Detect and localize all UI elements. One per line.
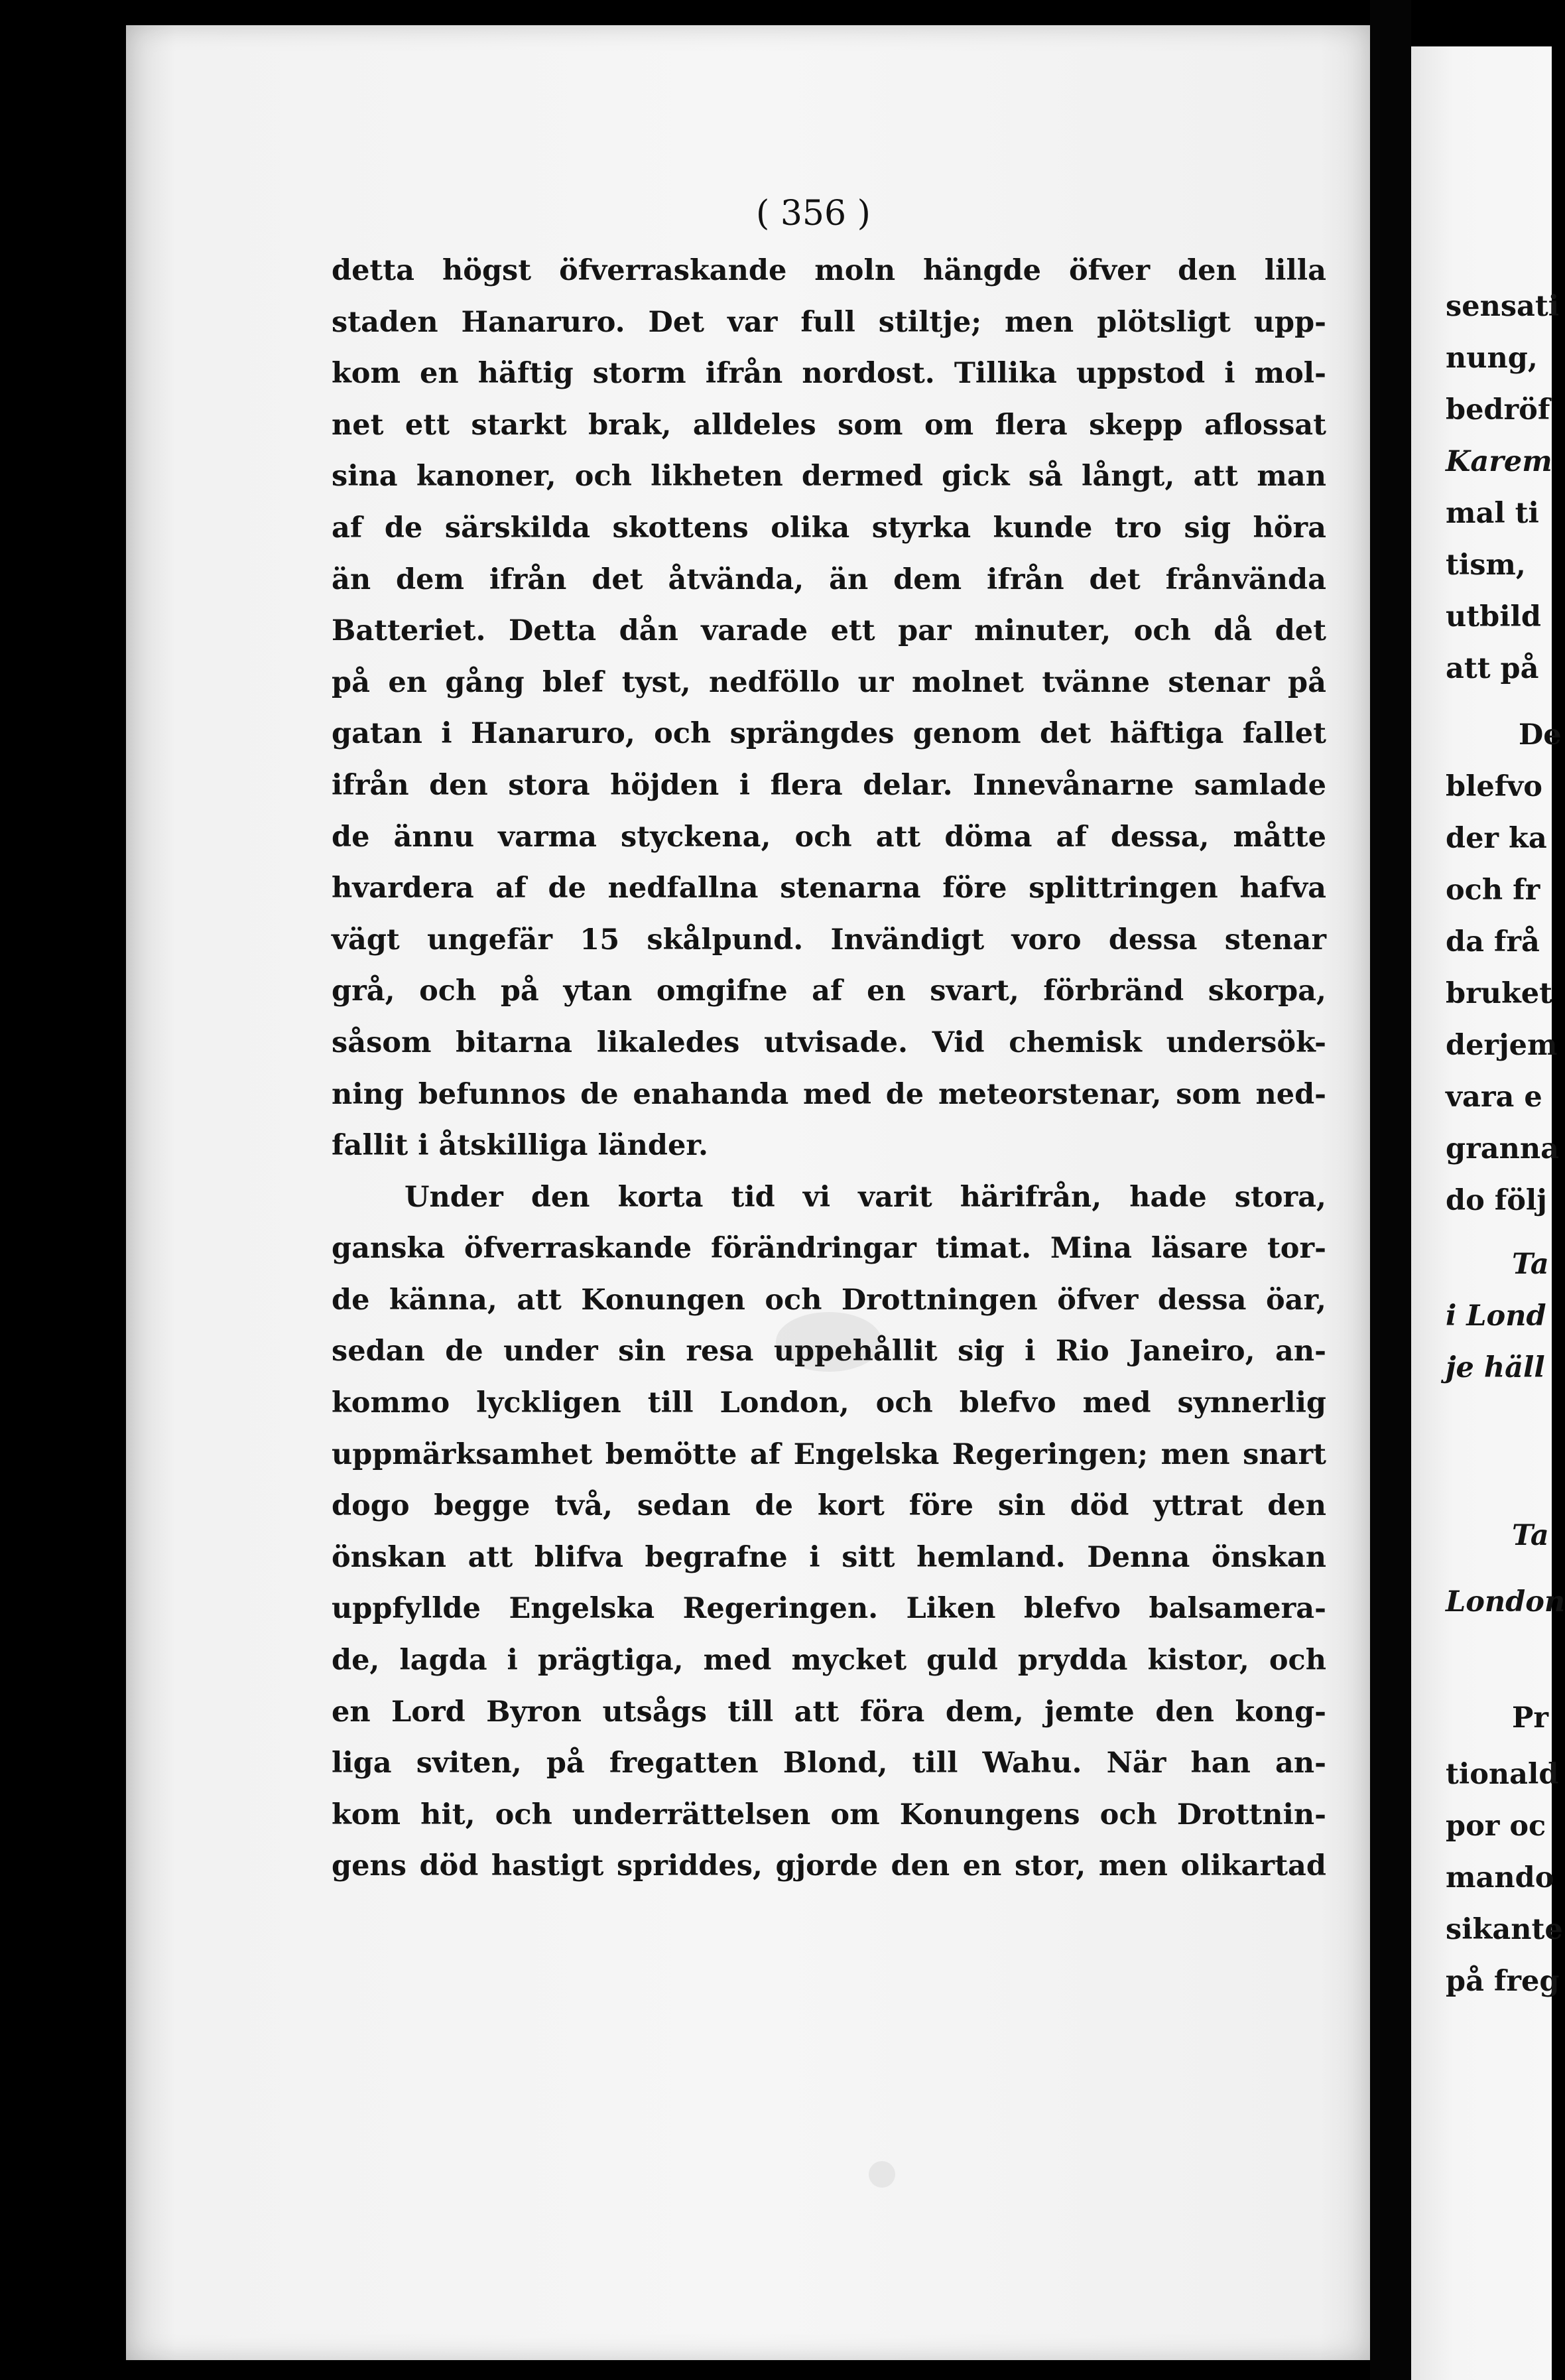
text-line: ganska öfverraskande förändringar timat. Mina läsare tor- [332,1232,1326,1266]
right-page-fragment: por oc [1446,1810,1546,1843]
right-page-fragment: tionald [1446,1758,1559,1791]
text-line: de känna, att Konungen och Drottningen öfver dessa öar, [332,1283,1326,1317]
page-number: ( 356 ) [756,194,871,233]
right-page-fragment: mal ti [1446,497,1539,530]
right-page-fragment: blefvo [1446,770,1542,803]
text-line: af de särskilda skottens olika styrka kunde tro sig höra [332,511,1326,545]
text-line: kom hit, och underrättelsen om Konungens och Drottnin- [332,1798,1326,1831]
right-page-fragment: vara e [1446,1081,1542,1114]
right-page-fragment: granna [1446,1132,1559,1165]
right-page-fragment: London [1446,1585,1565,1619]
right-page-fragment: Karem [1446,445,1552,478]
text-line: gens död hastigt spriddes, gjorde den en stor, men olikartad [332,1849,1326,1883]
right-page-fragment: Ta [1512,1519,1549,1552]
right-page-fragment: sensati [1446,290,1560,323]
right-page-fragment: da frå [1446,925,1540,959]
text-line: grå, och på ytan omgifne af en svart, förbränd skorpa, [332,974,1326,1008]
right-page-fragment: bruket [1446,977,1552,1010]
text-line: liga sviten, på fregatten Blond, till Wahu. När han an- [332,1747,1326,1780]
text-line: såsom bitarna likaledes utvisade. Vid chemisk undersök- [332,1025,1326,1059]
text-line: uppfyllde Engelska Regeringen. Liken blefvo balsamera- [332,1592,1326,1626]
body-text [332,245,1326,1892]
text-line: hvardera af de nedfallna stenarna före splittringen hafva [332,872,1326,905]
text-line: de, lagda i prägtiga, med mycket guld prydda kistor, och [332,1644,1326,1678]
text-line: en Lord Byron utsågs till att föra dem, jemte den kong- [332,1695,1326,1729]
text-line: uppmärksamhet bemötte af Engelska Regeringen; men snart [332,1437,1326,1471]
text-line: ning befunnos de enahanda med de meteorstenar, som ned- [332,1077,1326,1111]
paper-stain [869,2161,895,2188]
text-line: kom en häftig storm ifrån nordost. Tillika uppstod i mol- [332,357,1326,391]
right-page-fragment: Ta [1512,1248,1549,1281]
text-line: Batteriet. Detta dån varade ett par minuter, och då det [332,614,1326,648]
text-line: net ett starkt brak, alldeles som om flera skepp aflossat [332,408,1326,442]
text-line: kommo lyckligen till London, och blefvo med synnerlig [332,1386,1326,1420]
right-page-fragment: mando [1446,1861,1554,1894]
right-page-fragment: De [1519,718,1562,752]
text-line: ifrån den stora höjden i flera delar. Innevånarne samlade [332,768,1326,802]
text-line: önskan att blifva begrafne i sitt hemland. Denna önskan [332,1540,1326,1574]
text-line: gatan i Hanaruro, och sprängdes genom det häftiga fallet [332,717,1326,751]
right-page-fragment: att på [1446,652,1539,685]
text-line: än dem ifrån det åtvända, än dem ifrån det frånvända [332,562,1326,596]
right-page-fragment: tism, [1446,549,1526,582]
book-gutter [1370,0,1411,2380]
right-page-fragment: Pr [1512,1701,1548,1735]
right-page-fragment: och fr [1446,874,1540,907]
right-page-fragment: utbild [1446,600,1541,633]
text-line: på en gång blef tyst, nedföllo ur molnet tvänne stenar på [332,665,1326,699]
right-page-fragment: på freg [1446,1965,1560,1998]
text-line: de ännu varma styckena, och att döma af dessa, måtte [332,820,1326,854]
right-page-fragment: nung, [1446,342,1538,375]
text-line: sedan de under sin resa uppehållit sig i Rio Janeiro, an- [332,1335,1326,1368]
right-page-fragment: derjem [1446,1029,1558,1062]
paragraph-start-line: Under den korta tid vi varit härifrån, hade stora, [405,1180,1326,1214]
right-page-fragment: i Lond [1446,1299,1546,1333]
text-line: vägt ungefär 15 skålpund. Invändigt voro dessa stenar [332,923,1326,957]
text-line: sina kanoner, och likheten dermed gick så långt, att man [332,460,1326,494]
right-page-fragment: sikante [1446,1913,1563,1946]
text-line: dogo begge två, sedan de kort före sin död yttrat den [332,1489,1326,1523]
right-page-fragment: der ka [1446,822,1547,855]
right-page-fragment: je häll [1446,1351,1545,1384]
right-page-fragment: do följ [1446,1184,1547,1217]
text-line: staden Hanaruro. Det var full stiltje; men plötsligt upp- [332,305,1326,339]
right-page-fragment: bedröf [1446,393,1550,427]
text-line: detta högst öfverraskande moln hängde öfver den lilla [332,254,1326,287]
text-line: fallit i åtskilliga länder. [332,1129,709,1163]
